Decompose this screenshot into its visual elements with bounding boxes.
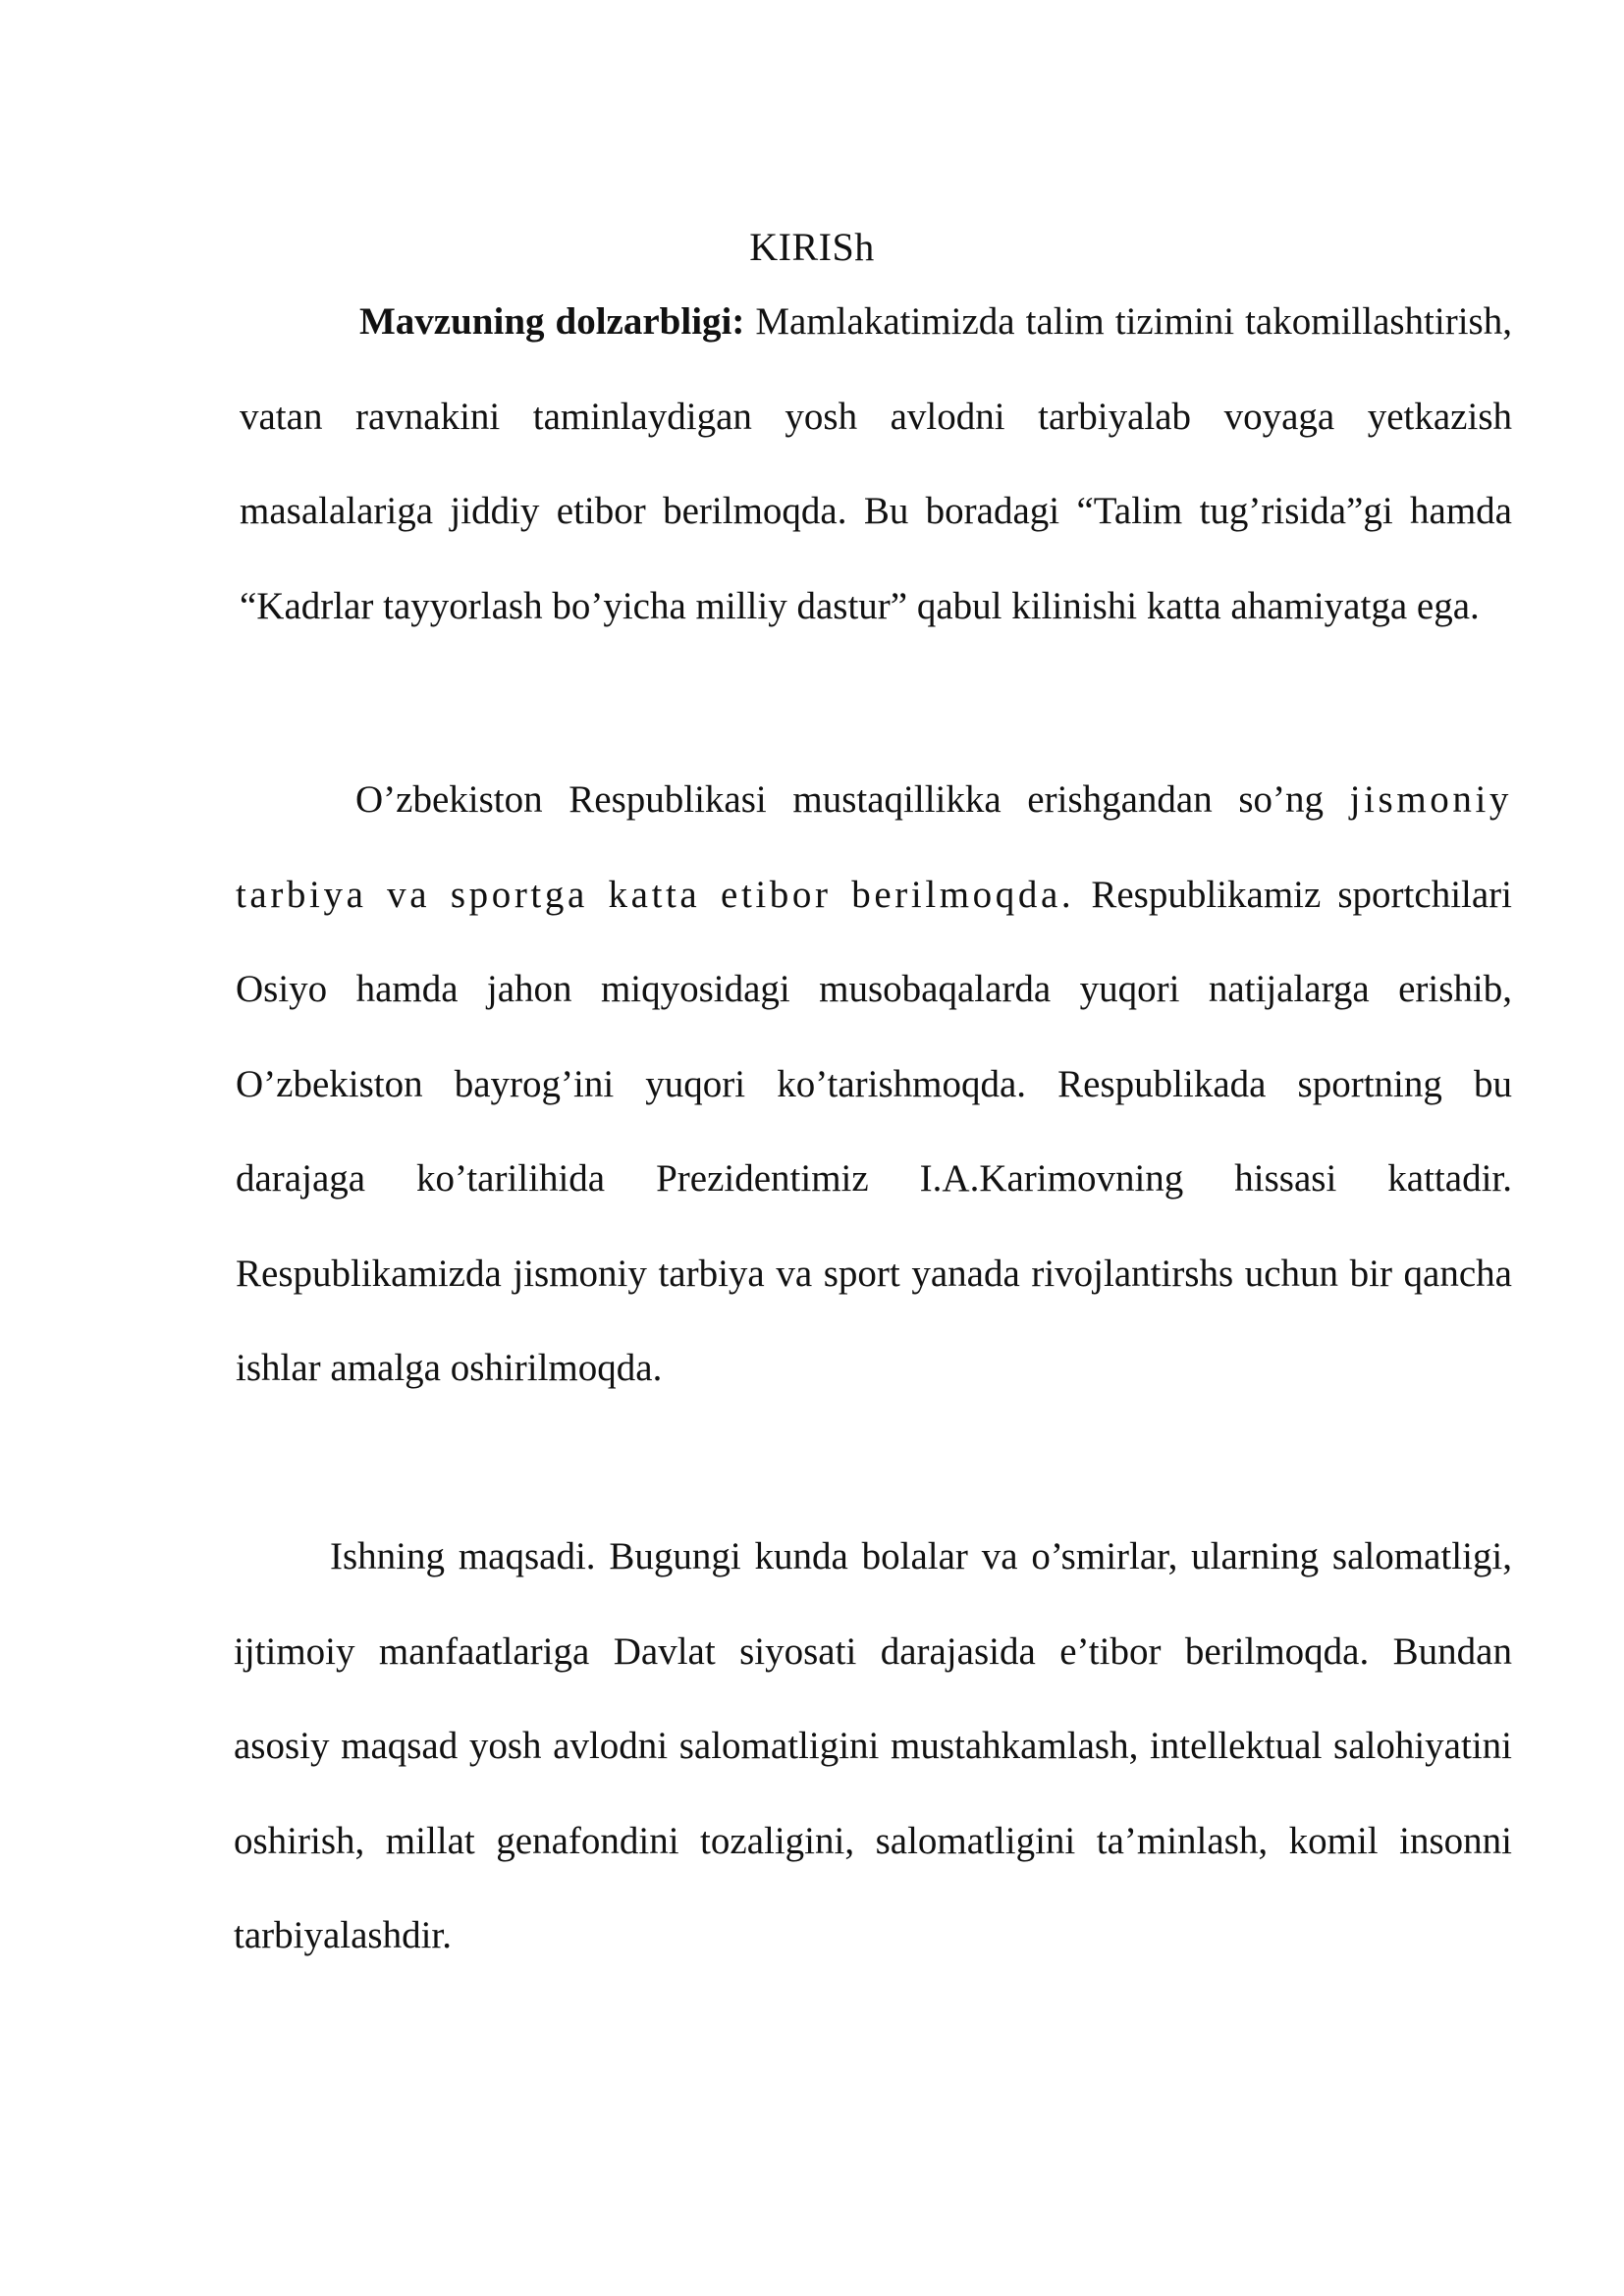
page-title: KIRISh <box>749 225 875 269</box>
paragraph-relevance <box>240 275 1512 654</box>
relevance-heading: Mavzuning dolzarbligi: <box>359 300 745 343</box>
independence-text-end: Respublikamiz sportchilari Osiyo hamda jahon miqyosidagi musobaqalarda yuqori natijalarga erishib, O’zbekiston bayrog’ini yuqori ko’tarishmoqda. Respublikada sportning bu darajaga ko’tarilihida Prezidentimiz I.A.Karimovning hissasi kattadir. Respublikamizda jismoniy tarbiya va sport yanada rivojlantirshs uchun bir qancha ishlar amalga oshirilmoqda. <box>236 873 1512 1389</box>
independence-text-start: O’zbekiston Respublikasi mustaqillikka erishgandan so’ng <box>355 778 1350 821</box>
paragraph-goal: Ishning maqsadi. Bugungi kunda bolalar va o’smirlar, ularning salomatligi, ijtimoiy manfaatlariga Davlat siyosati darajasida e’tibor berilmoqda. Bundan asosiy maqsad yosh avlodni salomatligini mustahkamlash, intellektual salohiyatini oshirish, millat genafondini tozaligini, salomatligini ta’minlash, komil insonni tarbiyalashdir. <box>234 1535 1512 1956</box>
relevance-text: Mamlakatimizda talim tizimini takomillashtirish, vatan ravnakini taminlaydigan yosh avlodni tarbiyalab voyaga yetkazish masalalariga jiddiy etibor berilmoqda. Bu boradagi “Talim tug’risida”gi hamda “Kadrlar tayyorlash bo’yicha milliy dastur” qabul kilinishi katta ahamiyatga ega. <box>240 300 1512 627</box>
paragraph-independence <box>236 753 1512 1416</box>
independence-text-spaced: jismoniy tarbiya va sportga katta etibor berilmoqda. <box>236 778 1512 916</box>
